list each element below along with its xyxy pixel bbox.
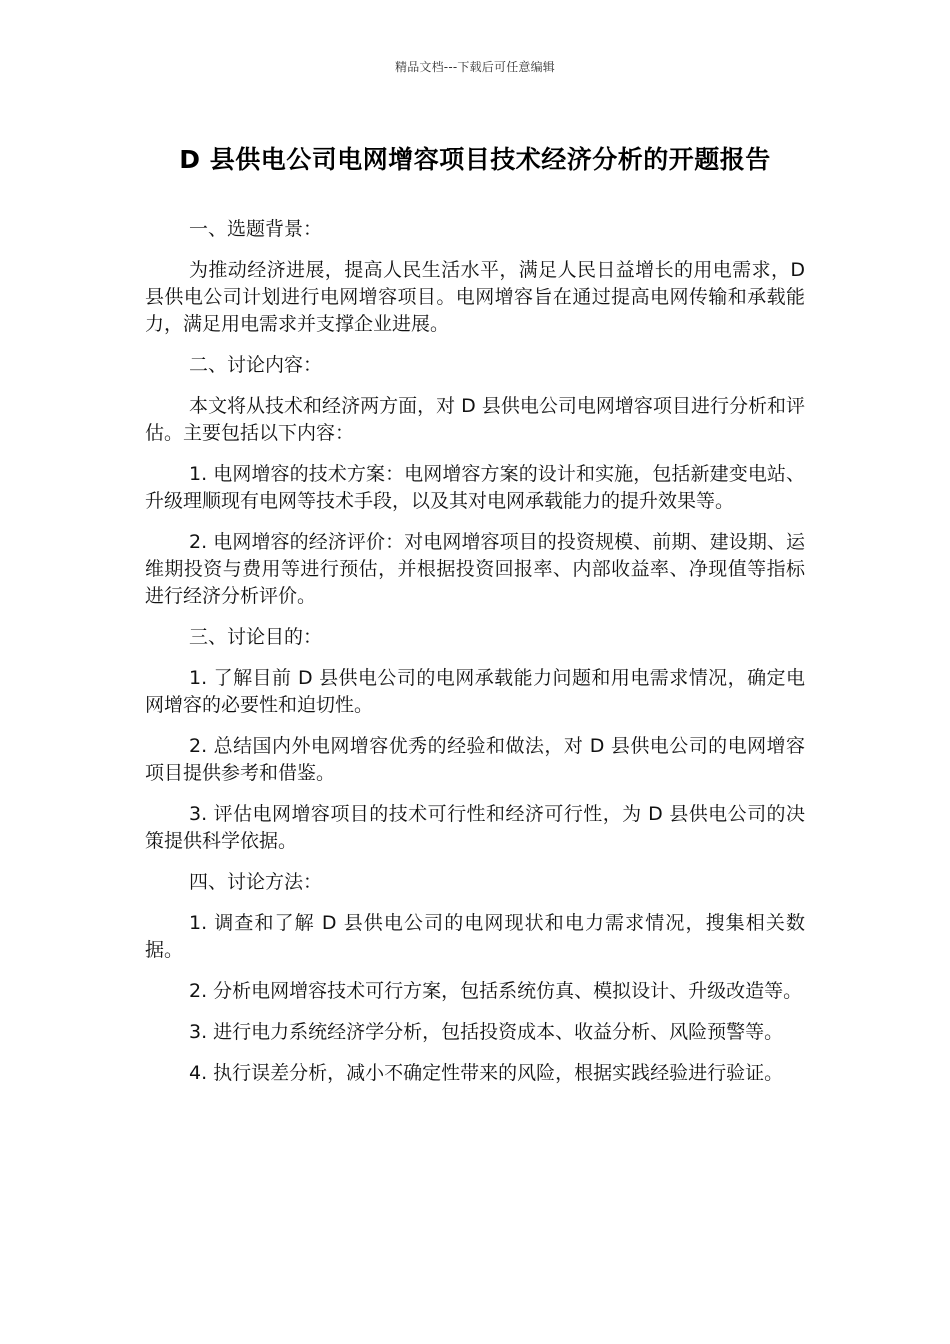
list-item-purpose-2: 2. 总结国内外电网增容优秀的经验和做法，对 D 县供电公司的电网增容项目提供参考和借鉴。 bbox=[145, 735, 805, 784]
list-item-purpose-1: 1. 了解目前 D 县供电公司的电网承载能力问题和用电需求情况，确定电网增容的必要性和迫切性。 bbox=[145, 667, 805, 716]
document-body bbox=[145, 216, 805, 1101]
section-heading-background: 一、选题背景： bbox=[189, 218, 323, 240]
list-item-method-3: 3. 进行电力系统经济学分析，包括投资成本、收益分析、风险预警等。 bbox=[189, 1021, 784, 1043]
list-item-purpose-3: 3. 评估电网增容项目的技术可行性和经济可行性，为 D 县供电公司的决策提供科学依据。 bbox=[145, 803, 805, 852]
list-item-content-2: 2. 电网增容的经济评价：对电网增容项目的投资规模、前期、建设期、运维期投资与费用等进行预估，并根据投资回报率、内部收益率、净现值等指标进行经济分析评价。 bbox=[145, 531, 805, 607]
paragraph-content-intro: 本文将从技术和经济两方面，对 D 县供电公司电网增容项目进行分析和评估。主要包括以下内容： bbox=[145, 395, 805, 444]
document-title: D 县供电公司电网增容项目技术经济分析的开题报告 bbox=[179, 145, 771, 174]
section-heading-content: 二、讨论内容： bbox=[189, 354, 323, 376]
section-heading-purpose: 三、讨论目的： bbox=[189, 626, 323, 648]
list-item-method-4: 4. 执行误差分析，减小不确定性带来的风险，根据实践经验进行验证。 bbox=[189, 1062, 784, 1084]
section-heading-method: 四、讨论方法： bbox=[189, 871, 323, 893]
list-item-method-1: 1. 调查和了解 D 县供电公司的电网现状和电力需求情况，搜集相关数据。 bbox=[145, 912, 805, 961]
list-item-content-1: 1. 电网增容的技术方案：电网增容方案的设计和实施，包括新建变电站、升级理顺现有电网等技术手段，以及其对电网承载能力的提升效果等。 bbox=[145, 463, 805, 512]
list-item-method-2: 2. 分析电网增容技术可行方案，包括系统仿真、模拟设计、升级改造等。 bbox=[189, 980, 803, 1002]
paragraph-background: 为推动经济进展，提高人民生活水平，满足人民日益增长的用电需求，D 县供电公司计划进行电网增容项目。电网增容旨在通过提高电网传输和承载能力，满足用电需求并支撑企业进展。 bbox=[145, 259, 805, 335]
header-note: 精品文档---下载后可任意编辑 bbox=[395, 60, 555, 74]
